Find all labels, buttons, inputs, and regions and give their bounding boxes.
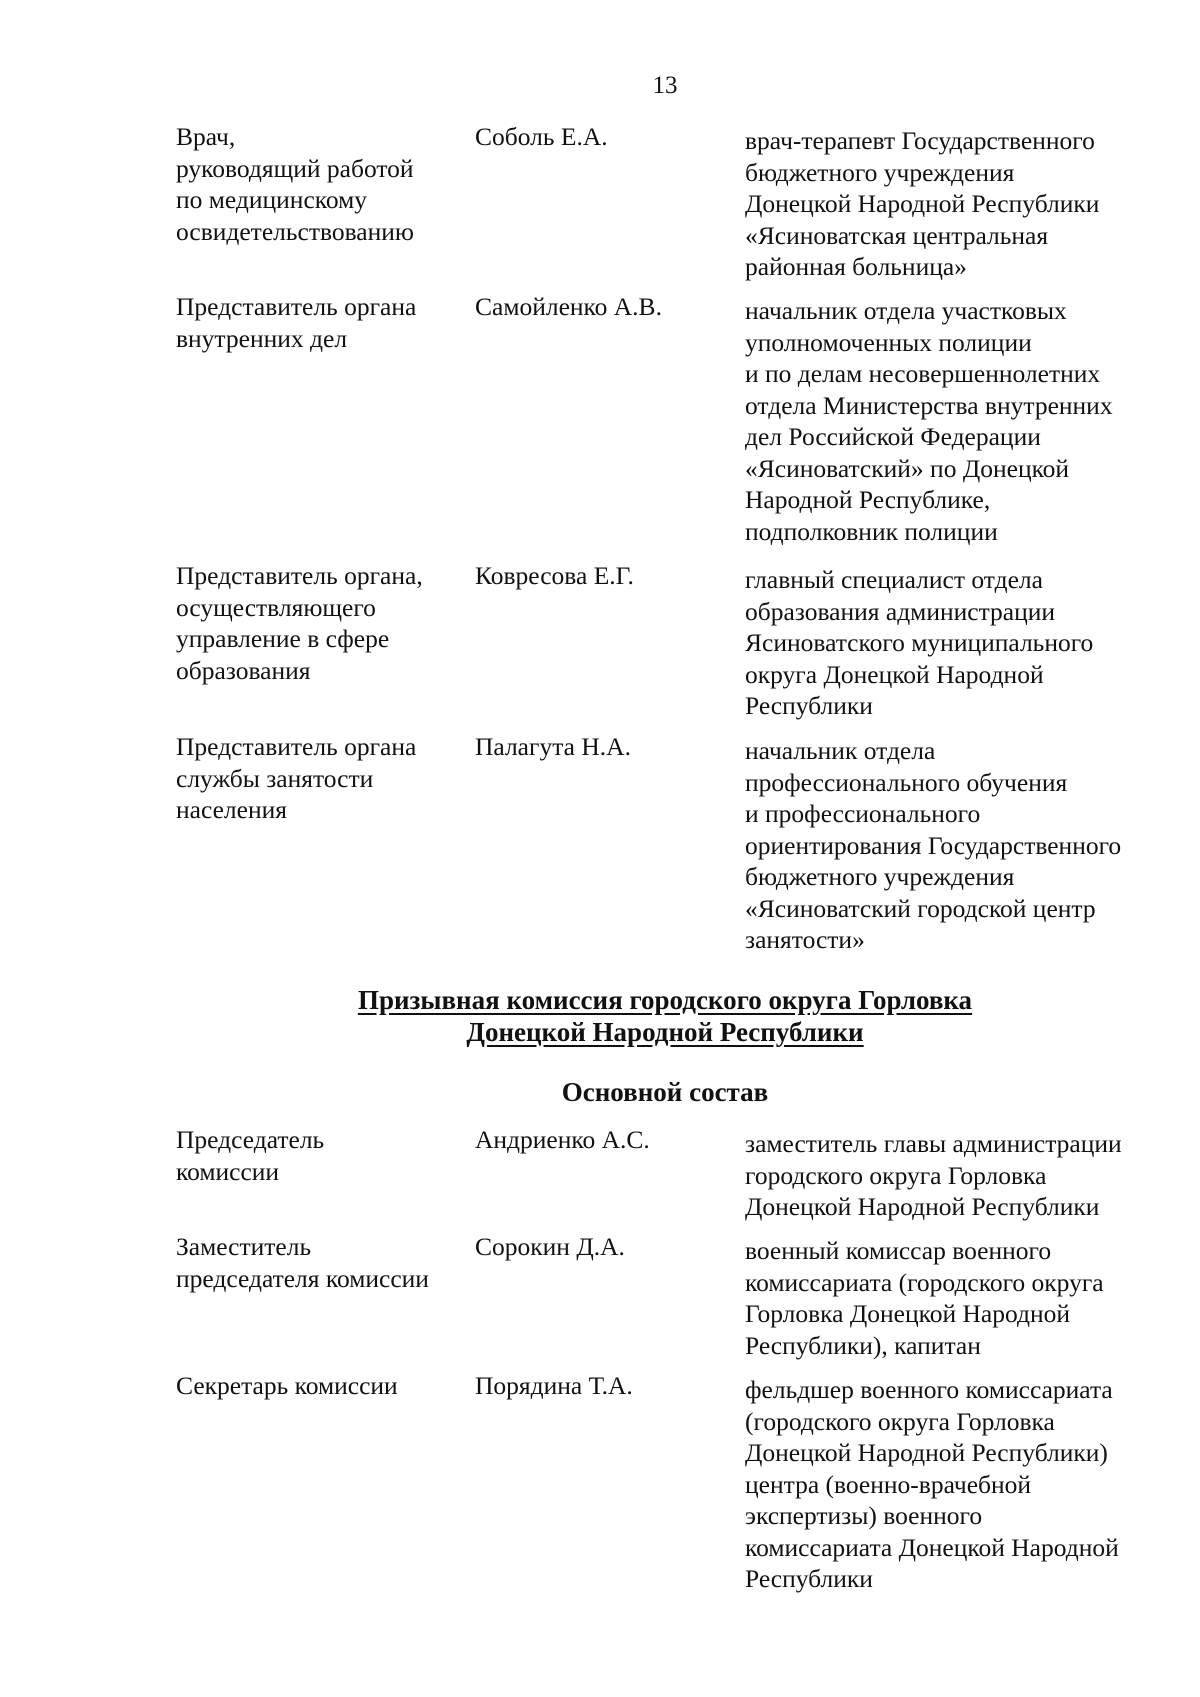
member-name: Палагута Н.А. bbox=[475, 732, 631, 761]
member-position: начальник отдела профессионального обучения и профессионального ориентирования Государственного бюджетного учреждения «Ясиноватский городской центр занятости» bbox=[745, 736, 1122, 954]
member-name: Андриенко А.С. bbox=[475, 1125, 650, 1154]
member-role: Представитель органа, осуществляющего управление в сфере образования bbox=[176, 561, 423, 685]
member-position: заместитель главы администрации городского округа Горловка Донецкой Народной Республики bbox=[745, 1129, 1122, 1221]
member-position: военный комиссар военного комиссариата (городского округа Горловка Донецкой Народной Республики), капитан bbox=[745, 1236, 1104, 1360]
page-number: 13 bbox=[652, 72, 678, 99]
member-name: Соболь Е.А. bbox=[475, 122, 608, 151]
member-role: Председатель комиссии bbox=[176, 1125, 325, 1186]
member-role: Представитель органа службы занятости населения bbox=[176, 732, 417, 824]
commission-title-line-1: Призывная комиссия городского округа Горловка bbox=[357, 985, 973, 1015]
member-position: главный специалист отдела образования администрации Ясиноватского муниципального округа Донецкой Народной Республики bbox=[745, 565, 1094, 720]
member-position: начальник отдела участковых уполномоченных полиции и по делам несовершеннолетних отдела Министерства внутренних дел Российской Федерации «Ясиноватский» по Донецкой Народной Республике, подполковник полиции bbox=[745, 296, 1113, 546]
member-role: Секретарь комиссии bbox=[176, 1371, 398, 1400]
commission-subtitle: Основной состав bbox=[561, 1077, 769, 1107]
member-name: Сорокин Д.А. bbox=[475, 1232, 625, 1261]
commission-title-line-2: Донецкой Народной Республики bbox=[466, 1017, 864, 1047]
member-role: Врач, руководящий работой по медицинскому освидетельствованию bbox=[176, 122, 414, 246]
member-name: Порядина Т.А. bbox=[475, 1371, 633, 1400]
member-name: Самойленко А.В. bbox=[475, 292, 662, 321]
member-name: Ковресова Е.Г. bbox=[475, 561, 634, 590]
member-role: Заместитель председателя комиссии bbox=[176, 1232, 429, 1293]
member-position: врач-терапевт Государственного бюджетного учреждения Донецкой Народной Республики «Ясиноватская центральная районная больница» bbox=[745, 126, 1100, 281]
member-position: фельдшер военного комиссариата (городского округа Горловка Донецкой Народной Республики) центра (военно-врачебной экспертизы) военного комиссариата Донецкой Народной Республики bbox=[745, 1375, 1119, 1593]
commission-title bbox=[0, 984, 1200, 1048]
member-role: Представитель органа внутренних дел bbox=[176, 292, 417, 353]
